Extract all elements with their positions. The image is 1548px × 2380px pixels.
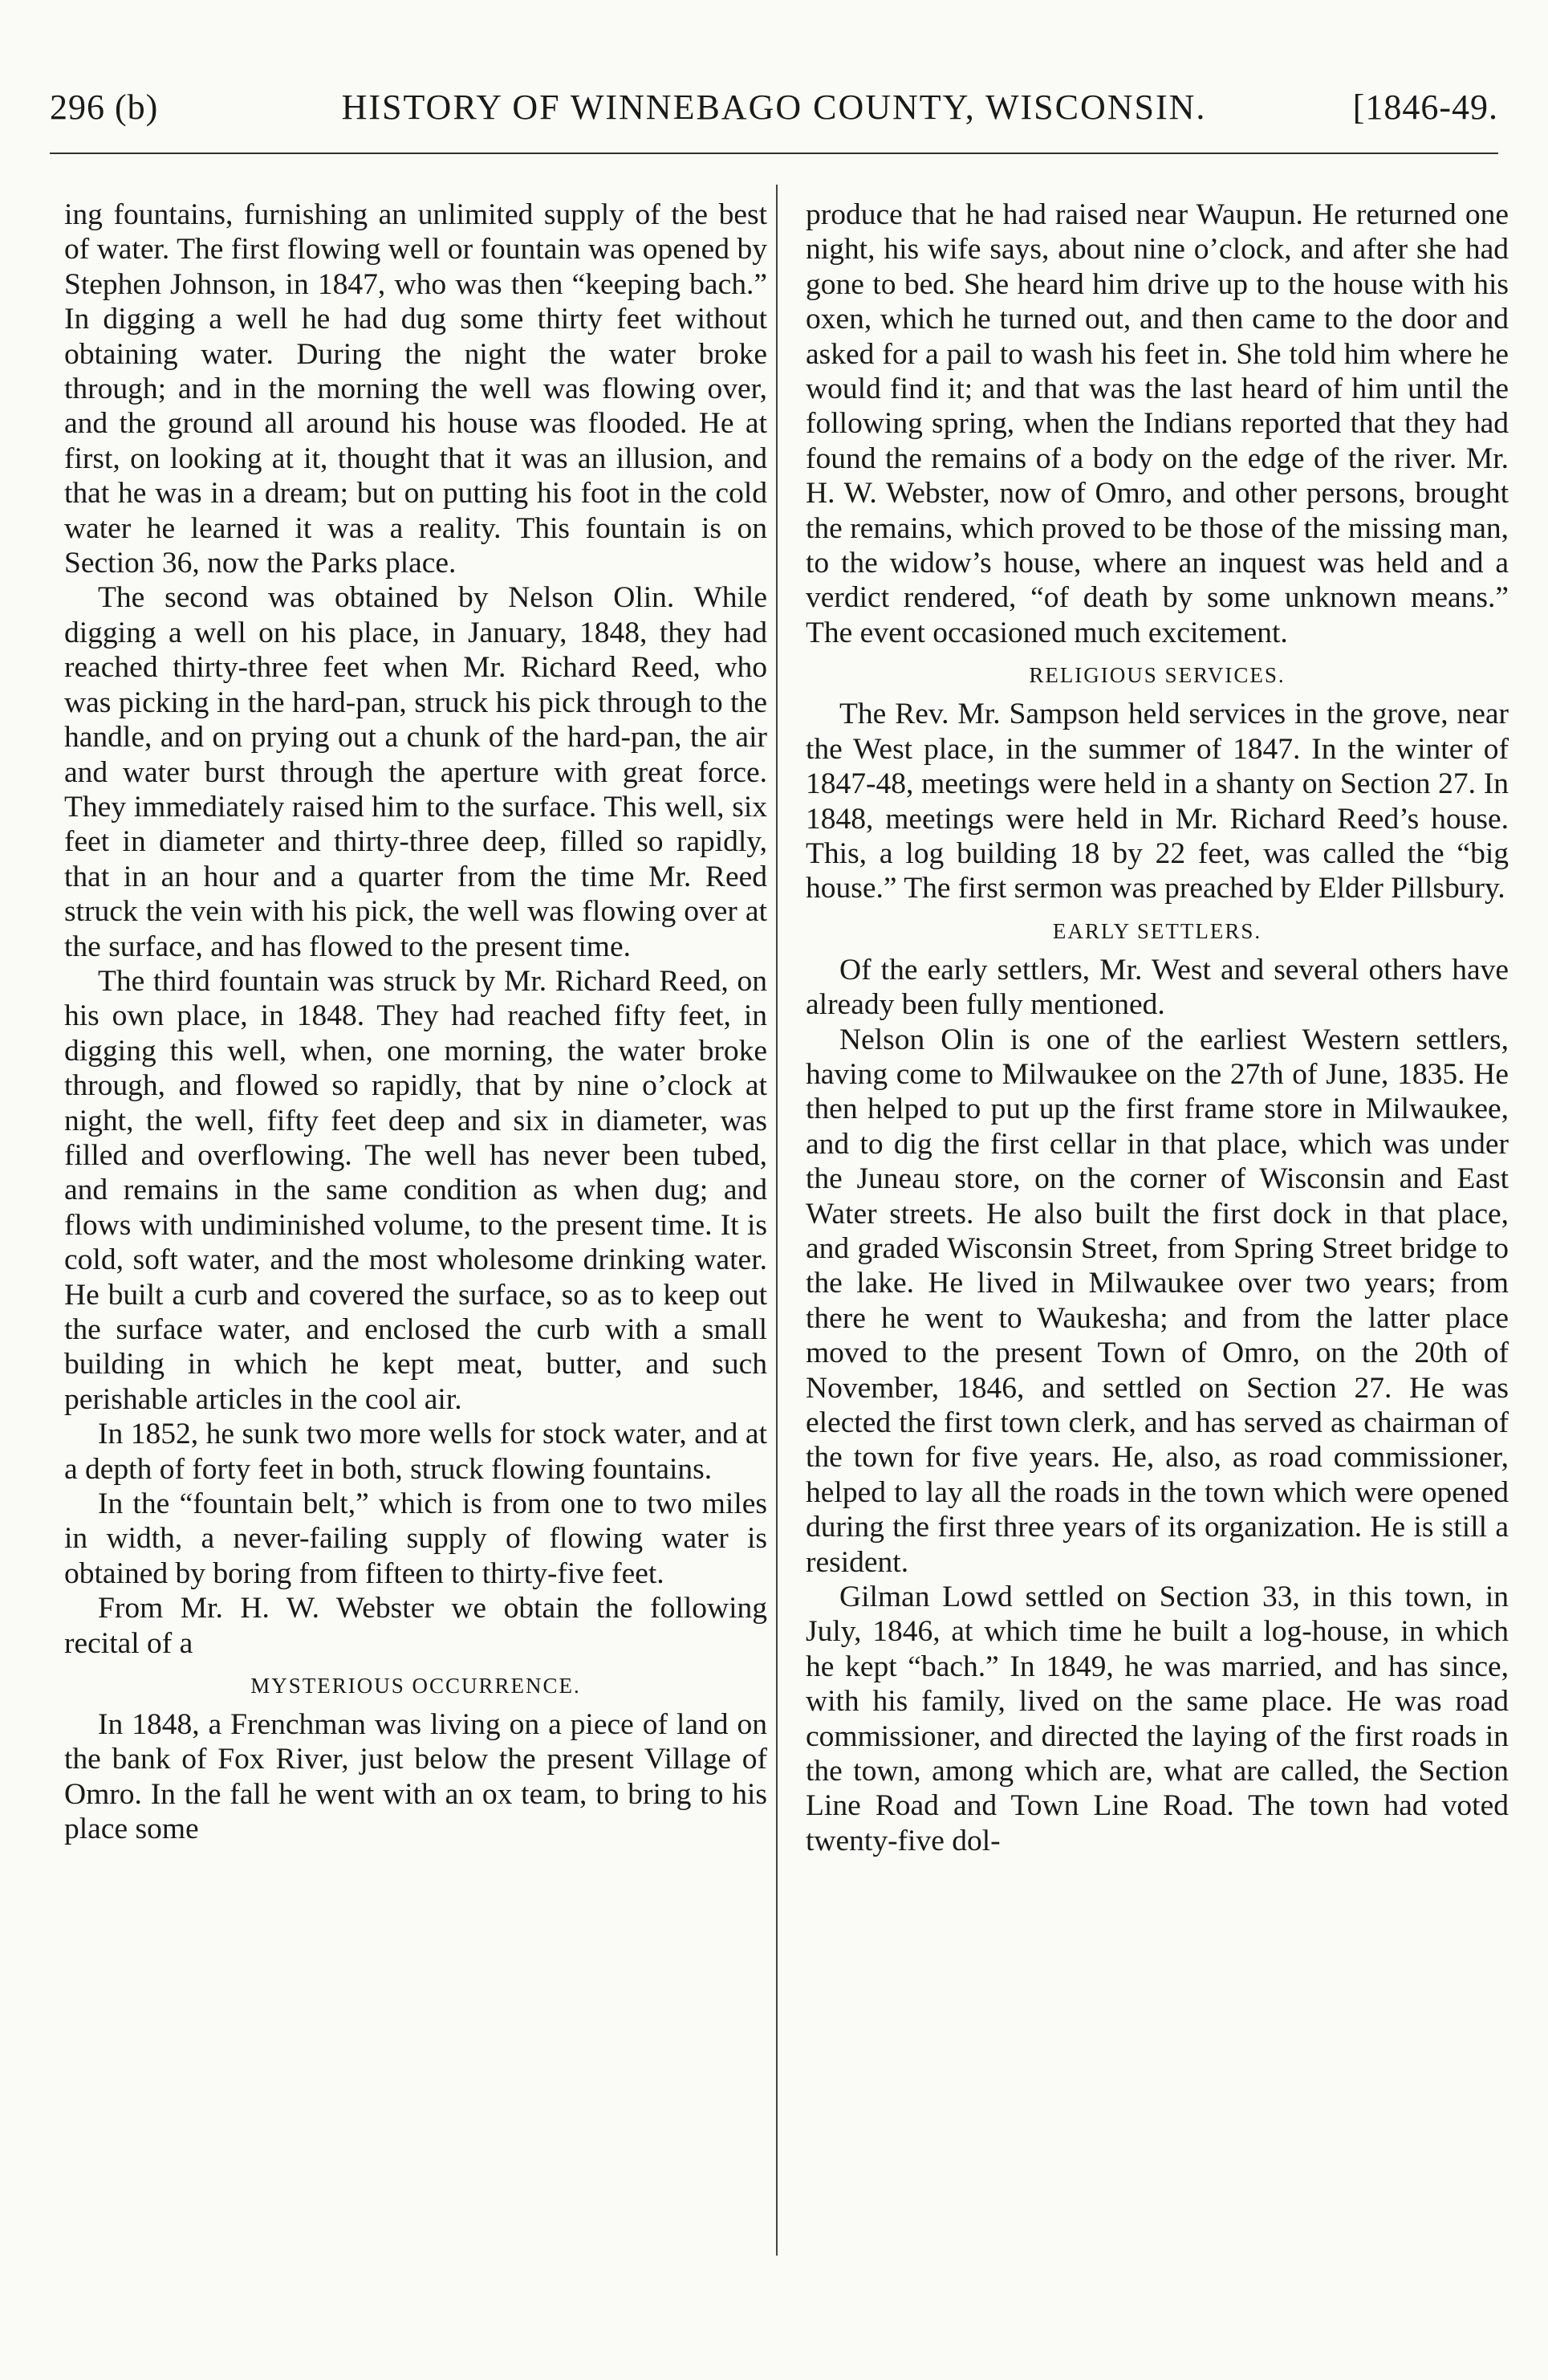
running-title: HISTORY OF WINNEBAGO COUNTY, WISCONSIN. xyxy=(341,87,1207,127)
paragraph: The third fountain was struck by Mr. Richard Reed, on his own place, in 1848. They had reached fifty feet, in digging this well, when, one morning, the water broke through, and flowed so rapidly, that by nine o’clock at night, the well, fifty feet deep and six in diameter, was filled and overflowing. The well has never been tubed, and remains in the same condition as when dug; and flows with undiminished volume, to the present time. It is cold, soft water, and the most wholesome drinking water. He built a curb and covered the surface, so as to keep out the surface water, and enclosed the curb with a small building in which he kept meat, butter, and such perishable articles in the cool air. xyxy=(64,964,767,1416)
right-column xyxy=(806,197,1509,1858)
paragraph: Gilman Lowd settled on Section 33, in this town, in July, 1846, at which time he built a log-house, in which he kept “bach.” In 1849, he was married, and has since, with his family, lived on the same place. He was road commissioner, and directed the laying of the first roads in the town, among which are, what are called, the Section Line Road and Town Line Road. The town had voted twenty-five dol- xyxy=(806,1581,1509,1857)
left-column xyxy=(64,197,767,1847)
paragraph: Of the early settlers, Mr. West and several others have already been fully mentioned. xyxy=(806,953,1509,1022)
column-divider xyxy=(776,185,778,2256)
paragraph: Nelson Olin is one of the earliest Western settlers, having come to Milwaukee on the 27th of June, 1835. He then helped to put up the first frame store in Milwaukee, and to dig the first cellar in that place, which was under the Juneau store, on the corner of Wisconsin and East Water streets. He also built the first dock in that place, and graded Wisconsin Street, from Spring Street bridge to the lake. He lived in Milwaukee over two years; from there he went to Waukesha; and from the latter place moved to the present Town of Omro, on the 20th of November, 1846, and settled on Section 27. He was elected the first town clerk, and has served as chairman of the town for five years. He, also, as road commissioner, helped to lay all the roads in the town which were opened during the first three years of its organization. He is still a resident. xyxy=(806,1023,1509,1579)
header-rule xyxy=(50,153,1498,154)
paragraph: In the “fountain belt,” which is from one to two miles in width, a never-failing supply of flowing water is obtained by boring from fifteen to thirty-five feet. xyxy=(64,1487,767,1590)
paragraph: ing fountains, furnishing an unlimited supply of the best of water. The first flowing well or fountain was opened by Stephen Johnson, in 1847, who was then “keeping bach.” In digging a well he had dug some thirty feet without obtaining water. During the night the water broke through; and in the morning the well was flowing over, and the ground all around his house was flooded. He at first, on looking at it, thought that it was an illusion, and that he was in a dream; but on putting his foot in the cold water he learned it was a reality. This fountain is on Section 36, now the Parks place. xyxy=(64,198,767,580)
paragraph: The second was obtained by Nelson Olin. While digging a well on his place, in January, 1848, they had reached thirty-three feet when Mr. Richard Reed, who was picking in the hard-pan, struck his pick through to the handle, and on prying out a chunk of the hard-pan, the air and water burst through the aperture with great force. They immediately raised him to the surface. This well, six feet in diameter and thirty-three deep, filled so rapidly, that in an hour and a quarter from the time Mr. Reed struck the vein with his pick, the well was flowing over at the surface, and has flowed to the present time. xyxy=(64,581,767,963)
paragraph: In 1848, a Frenchman was living on a piece of land on the bank of Fox River, just below the present Village of Omro. In the fall he went with an ox team, to bring to his place some xyxy=(64,1708,767,1846)
year-range: [1846-49. xyxy=(1352,87,1498,127)
paragraph: From Mr. H. W. Webster we obtain the following recital of a xyxy=(64,1592,767,1660)
page-number: 296 (b) xyxy=(50,87,159,127)
paragraph: produce that he had raised near Waupun. He returned one night, his wife says, about nine o’clock, and after she had gone to bed. She heard him drive up to the house with his oxen, which he turned out, and then came to the door and asked for a pail to wash his feet in. She told him where he would find it; and that was the last heard of him until the following spring, when the Indians reported that they had found the remains of a body on the edge of the river. Mr. H. W. Webster, now of Omro, and other persons, brought the remains, which proved to be those of the missing man, to the widow’s house, where an inquest was held and a verdict rendered, “of death by some unknown means.” The event occasioned much excitement. xyxy=(806,198,1509,649)
paragraph: The Rev. Mr. Sampson held services in the grove, near the West place, in the summer of 1847. In the winter of 1847-48, meetings were held in a shanty on Section 27. In 1848, meetings were held in Mr. Richard Reed’s house. This, a log building 18 by 22 feet, was called the “big house.” The first sermon was preached by Elder Pillsbury. xyxy=(806,698,1509,905)
running-header xyxy=(50,87,1498,135)
paragraph: In 1852, he sunk two more wells for stock water, and at a depth of forty feet in both, struck flowing fountains. xyxy=(64,1418,767,1486)
section-heading-early-settlers: EARLY SETTLERS. xyxy=(1052,918,1262,943)
section-heading-mysterious-occurrence: MYSTERIOUS OCCURRENCE. xyxy=(250,1674,581,1699)
section-heading-religious-services: RELIGIOUS SERVICES. xyxy=(1029,663,1286,688)
